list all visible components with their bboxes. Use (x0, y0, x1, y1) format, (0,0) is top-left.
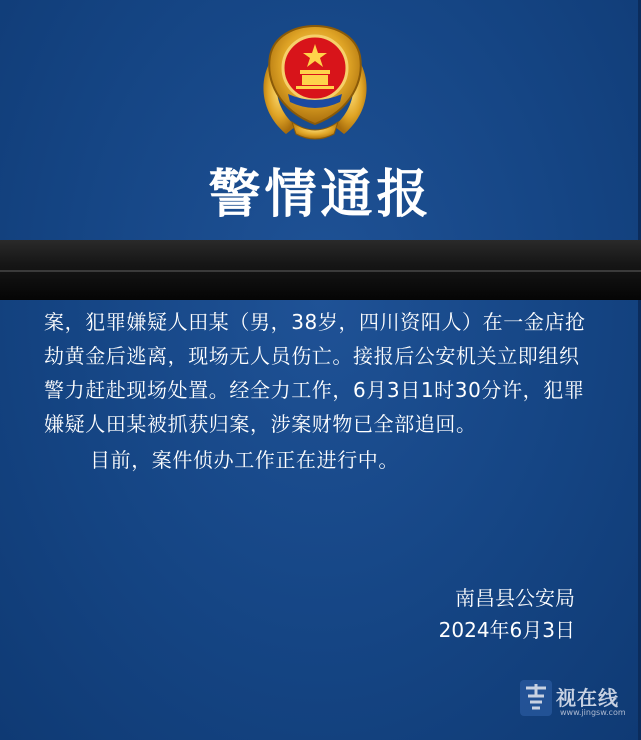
police-emblem-icon (252, 22, 378, 146)
notice-paragraph-2: 目前，案件侦办工作正在进行中。 (90, 448, 399, 472)
notice-paragraph-1: 案，犯罪嫌疑人田某（男，38岁，四川资阳人）在一金店抢劫黄金后逃离，现场无人员伤亡。接报后公安机关立即组织警力赶赴现场处置。经全力工作，6月3日1时30分许，犯罪嫌疑人田某被抓获归案，涉案财物已全部追回。 (44, 310, 586, 436)
watermark (516, 676, 638, 722)
notice-title: 警情通报 (208, 164, 433, 225)
issuer: 南昌县公安局 (455, 586, 575, 610)
police-character-logo-icon (516, 676, 556, 720)
notice-body (44, 305, 600, 477)
issue-date: 2024年6月3日 (438, 618, 575, 642)
watermark-text: 视在线 (556, 686, 619, 710)
signature-block (439, 582, 575, 646)
band-divider (0, 270, 641, 272)
watermark-url: www.jingsw.com (560, 708, 626, 717)
